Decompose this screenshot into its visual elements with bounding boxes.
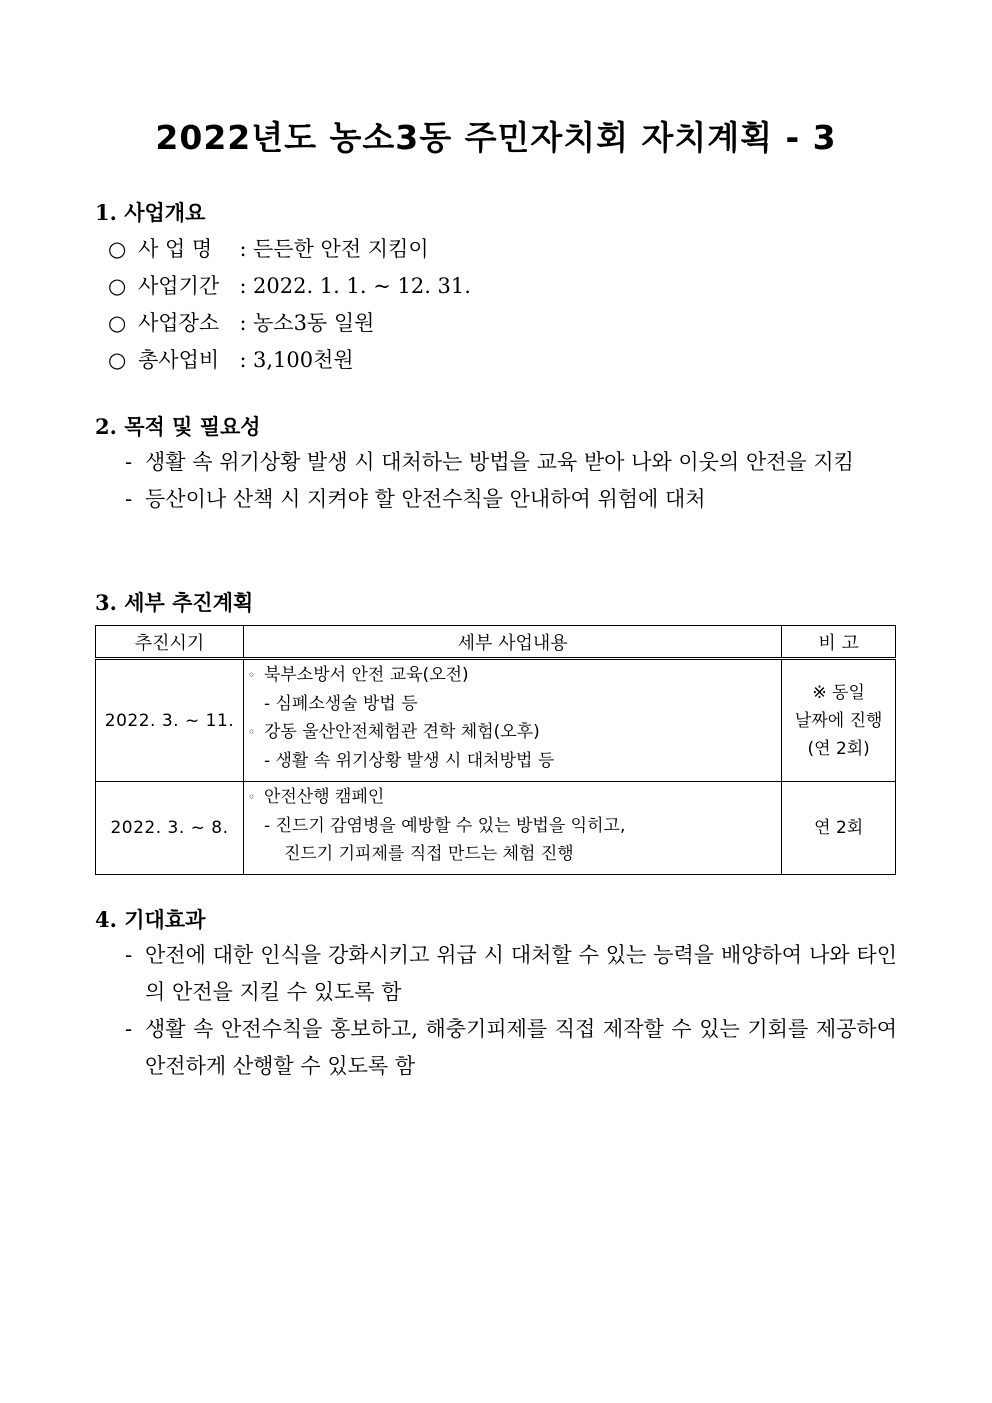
purpose-item — [125, 444, 897, 481]
purpose-list — [125, 444, 897, 518]
period-cell: 2022. 3. ~ 11. — [96, 659, 244, 782]
content-text: 북부소방서 안전 교육(오전) — [263, 665, 469, 685]
section-heading-plan: 3. 세부 추진계획 — [95, 590, 254, 615]
content-text: 진드기 감염병을 예방할 수 있는 방법을 익히고, — [275, 815, 626, 836]
content-text: 안전산행 캠페인 — [263, 787, 385, 807]
overview-value: 든든한 안전 지킴이 — [253, 237, 429, 261]
overview-label: 사업장소 — [138, 311, 220, 335]
header-note: 비 고 — [782, 626, 896, 659]
dash-bullet-icon: - — [125, 487, 133, 511]
overview-label: 사업기간 — [138, 274, 220, 298]
small-circle-bullet-icon: ◦ — [247, 790, 256, 804]
overview-value: 2022. 1. 1. ~ 12. 31. — [253, 274, 471, 298]
overview-label: 사 업 명 — [138, 237, 213, 261]
note-line: (연 2회) — [807, 738, 870, 759]
content-text: 심폐소생술 방법 등 — [275, 693, 418, 714]
content-line — [248, 783, 777, 812]
content-text: 생활 속 위기상황 발생 시 대처방법 등 — [275, 750, 555, 771]
content-text: 진드기 기피제를 직접 만드는 체험 진행 — [283, 844, 574, 864]
colon: : — [239, 274, 247, 298]
colon: : — [239, 311, 247, 335]
content-cell — [243, 659, 781, 782]
purpose-text: 등산이나 산책 시 지켜야 할 안전수칙을 안내하여 위험에 대처 — [145, 487, 706, 511]
dash-bullet-icon: - — [125, 1017, 133, 1041]
dash-bullet-icon: - — [263, 750, 271, 771]
header-period: 추진시기 — [96, 626, 244, 659]
note-cell — [782, 782, 896, 875]
overview-item-budget — [108, 342, 471, 379]
circle-bullet-icon: ○ — [108, 274, 127, 298]
dash-bullet-icon: - — [125, 943, 133, 967]
small-circle-bullet-icon: ◦ — [247, 725, 256, 739]
dash-bullet-icon: - — [263, 693, 271, 714]
overview-value: 3,100천원 — [253, 348, 354, 372]
effects-list — [125, 937, 897, 1085]
circle-bullet-icon: ○ — [108, 237, 127, 261]
note-line: 연 2회 — [814, 818, 864, 838]
dash-bullet-icon: - — [263, 815, 271, 836]
period-cell: 2022. 3. ~ 8. — [96, 782, 244, 875]
note-line: ※ 동일 — [812, 682, 865, 703]
plan-table-header-row — [96, 626, 896, 659]
overview-item-name — [108, 231, 471, 268]
effects-item — [125, 937, 897, 1011]
overview-label: 총사업비 — [138, 348, 220, 372]
overview-list — [108, 231, 471, 379]
overview-value: 농소3동 일원 — [253, 311, 375, 335]
effects-text: 생활 속 안전수칙을 홍보하고, 해충기피제를 직접 제작할 수 있는 기회를 제공하여 안전하게 산행할 수 있도록 함 — [145, 1017, 897, 1078]
circle-bullet-icon: ○ — [108, 348, 127, 372]
content-text: 강동 울산안전체험관 견학 체험(오후) — [263, 722, 540, 742]
content-line — [248, 812, 777, 841]
effects-item — [125, 1011, 897, 1085]
content-line — [248, 718, 777, 747]
overview-item-location — [108, 305, 471, 342]
overview-item-period — [108, 268, 471, 305]
table-row — [96, 659, 896, 782]
effects-text: 안전에 대한 인식을 강화시키고 위급 시 대처할 수 있는 능력을 배양하여 나와 타인의 안전을 지킬 수 있도록 함 — [145, 943, 897, 1004]
note-cell — [782, 659, 896, 782]
document-title: 2022년도 농소3동 주민자치회 자치계획 - 3 — [155, 118, 837, 157]
colon: : — [239, 237, 247, 261]
note-line: 날짜에 진행 — [794, 710, 883, 731]
small-circle-bullet-icon: ◦ — [247, 668, 256, 682]
dash-bullet-icon: - — [125, 450, 133, 474]
colon: : — [239, 348, 247, 372]
section-heading-purpose: 2. 목적 및 필요성 — [95, 414, 261, 439]
content-line — [248, 661, 777, 690]
content-line — [248, 690, 777, 719]
table-row — [96, 782, 896, 875]
section-heading-effects: 4. 기대효과 — [95, 907, 206, 932]
purpose-text: 생활 속 위기상황 발생 시 대처하는 방법을 교육 받아 나와 이웃의 안전을 지킴 — [145, 450, 854, 474]
header-content: 세부 사업내용 — [243, 626, 781, 659]
purpose-item — [125, 481, 897, 518]
circle-bullet-icon: ○ — [108, 311, 127, 335]
content-cell — [243, 782, 781, 875]
section-heading-overview: 1. 사업개요 — [95, 200, 206, 225]
content-line — [248, 747, 777, 776]
content-line — [248, 840, 777, 869]
plan-table — [95, 625, 896, 875]
